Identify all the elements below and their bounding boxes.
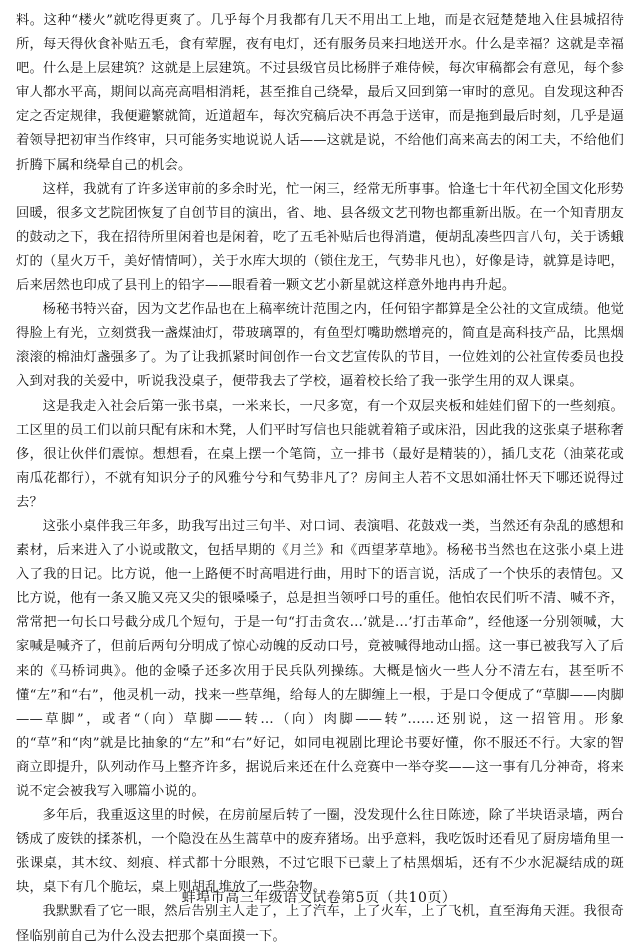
paragraph-2: 这样，我就有了许多送审前的多余时光，忙一闲三，经常无所事事。恰逢七十年代初全国文化形势回暖，很多文艺院团恢复了自创节目的演出，省、地、县各级文艺刊物也都重新出版。在一个知青朋友的鼓动之下，我在招待所里闲着也是闲着，吃了五毛补贴后也得消遣，便胡乱凑些四言八句，关于诱蛾灯的（星火万千，美好情情呵），关于水库大坝的（锁住龙王，气势非凡也），好像是诗，就算是诗吧，后来居然也印成了县刊上的铅字——眼看着一颗文艺小新星就这样意外地冉冉升起。	[16, 181, 624, 294]
paragraph-1: 料。这种“楼火”就吃得更爽了。几乎每个月我都有几天不用出工上地，而是衣冠楚楚地入住县城招待所，每天得伙食补贴五毛，食有荤腥，夜有电灯，还有服务员来扫地送开水。什么是幸福？这就是幸福吧。什么是上层建筑？这就是上层建筑。不过县级官员比杨胖子难侍候，每次审稿都会有意见，每个参审人都水平高，期间以高亮高唱相消耗，甚至推自己绕晕，最后又回到第一审时的意见。自发现这种否定之否定规律，我便避繁就简，近道超车，每次究稿后决不再急于送审，而是拖到最后时刻，几乎是逼着领导把初审当作终审，只可能务实地说说人话——这就是说，不给他们高来高去的闲工夫，不给他们折腾下属和绕晕自己的机会。	[16, 13, 624, 173]
paragraph-3: 杨秘书特兴奋，因为文艺作品也在上稿率统计范围之内，任何铅字都算是全公社的文宣成绩。他觉得脸上有光，立刻赏我一盏煤油灯，带玻璃罩的，有鱼型灯嘴助燃增亮的，简直是高科技产品，比黑烟滚滚的棉油灯盏强多了。为了让我抓紧时间创作一台文艺宣传队的节目，一位姓刘的公社宣传委员也投入到对我的关爱中，听说我没桌子，便带我去了学校，逼着校长给了我一张学生用的双人课桌。	[16, 302, 624, 390]
paragraph-4: 这是我走入社会后第一张书桌，一米来长，一尺多宽，有一个双层夹板和娃娃们留下的一些刻痕。工区里的员工们以前只配有床和木凳，人们平时写信也只能就着箱子或床沿，因此我的这张桌子堪称奢侈，很让伙伴们震惊。想想看，在桌上摆一个笔筒，立一排书（最好是精装的），插几支花（油菜花或南瓜花都行），不就有知识分子的风雅兮兮和气势非凡了？房间主人若不文思如涌壮怀天下哪还说得过去？	[16, 398, 624, 510]
paragraph-7: 我默默看了它一眼，然后告别主人走了，上了汽车，上了火车，上了飞机，直至海角天涯。我很奇怪临别前自己为什么没去把那个桌面摸一下。	[16, 904, 624, 944]
page-footer: 蚌埠市高三年级语文试卷第5页（共10页）	[181, 890, 457, 906]
paragraph-6: 多年后，我重返这里的时候，在房前屋后转了一圈，没发现什么往日陈迹，除了半块语录墙，两台锈成了废铁的揉茶机，一个隐没在丛生蒿草中的废弃猪场。出乎意料，我吃饭时还看见了厨房墙角里一张课桌，其木纹、刻痕、样式都十分眼熟，不过它眼下已蒙上了枯黑烟垢，还有不少水泥凝结成的斑块，桌下有几个脆坛，桌上则胡乱堆放了一些杂物。	[16, 808, 624, 896]
paragraph-5: 这张小桌伴我三年多，助我写出过三句半、对口词、表演唱、花鼓戏一类，当然还有杂乱的感想和素材，后来进入了小说或散文，包括早期的《月兰》和《西望茅草地》。杨秘书当然也在这张小桌上进入了我的日记。比方说，他一上路便不时高唱进行曲，用时下的语言说，活成了一个快乐的表情包。又比方说，他有一条又脆又亮又尖的银嗓嗓子，总是担当领呼口号的重任。他怕农民们听不清、喊不齐，常常把一句长口号截分成几个短句，于是一句“打击贪农…’就是…’打击革命”，经他逐一分别领喊，大家喊是喊齐了，但前后两句分明成了惊心动魄的反动口号，竟被喊得地动山摇。这一事已被我写入了后来的《马桥词典》。他的金嗓子还多次用于民兵队列操练。大概是恼火一些人分不清左右，甚至听不懂“左”和“右”，他灵机一动，找来一些草绳，给每人的左脚缠上一根，于是口令便成了“草脚——肉脚——草脚”，或者“（向）草脚——转…（向）肉脚——转”……还别说，这一招管用。形象的“草”和“肉”就是比抽象的“左”和“右”好记，如同电视剧比理论书要好懂，你不服还不行。大家的智商立即提升，队列动作马上整齐许多，据说后来还在什么竞赛中一举夺奖——这一事有几分神奇，将来说不定会被我写入哪篇小说的。	[16, 518, 624, 799]
